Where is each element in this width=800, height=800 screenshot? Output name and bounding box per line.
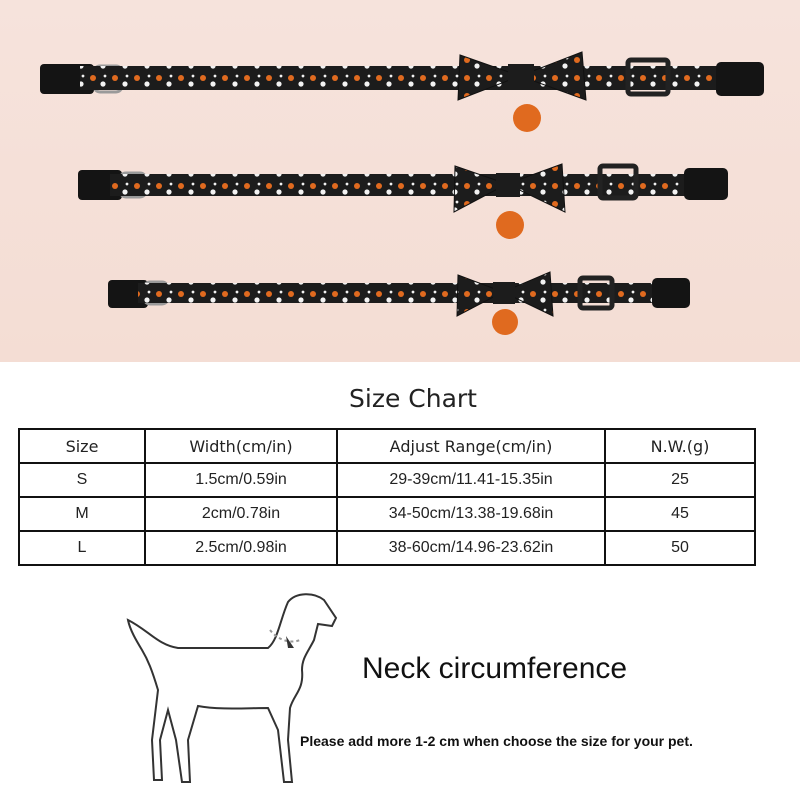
cell-adjust-range: 29-39cm/11.41-15.35in (337, 463, 605, 497)
cell-net-weight: 25 (605, 463, 755, 497)
dog-outline-icon (118, 590, 348, 790)
pumpkin-bell-icon (513, 104, 541, 132)
cell-size: M (19, 497, 145, 531)
cell-width: 2.5cm/0.98in (145, 531, 337, 565)
cell-size: S (19, 463, 145, 497)
header-adjust-range: Adjust Range(cm/in) (337, 429, 605, 463)
collar-small (108, 272, 690, 335)
header-size: Size (19, 429, 145, 463)
buckle-icon (684, 168, 728, 200)
size-chart-table (18, 428, 756, 566)
table-row (19, 497, 755, 531)
buckle-icon (716, 62, 764, 96)
table-row (19, 531, 755, 565)
size-chart-title: Size Chart (349, 384, 477, 413)
pumpkin-bell-icon (492, 309, 518, 335)
size-note: Please add more 1-2 cm when choose the size for your pet. (300, 733, 693, 749)
cell-net-weight: 50 (605, 531, 755, 565)
table-header-row (19, 429, 755, 463)
collar-medium (78, 164, 728, 239)
cell-adjust-range: 34-50cm/13.38-19.68in (337, 497, 605, 531)
cell-adjust-range: 38-60cm/14.96-23.62in (337, 531, 605, 565)
cell-width: 2cm/0.78in (145, 497, 337, 531)
collar-large (40, 52, 764, 132)
table-row (19, 463, 755, 497)
header-net-weight: N.W.(g) (605, 429, 755, 463)
cell-net-weight: 45 (605, 497, 755, 531)
collars-illustration (0, 0, 800, 362)
neck-circumference-title: Neck circumference (362, 652, 628, 685)
pumpkin-bell-icon (496, 211, 524, 239)
buckle-icon (652, 278, 690, 308)
header-width: Width(cm/in) (145, 429, 337, 463)
cell-width: 1.5cm/0.59in (145, 463, 337, 497)
product-photo (0, 0, 800, 362)
cell-size: L (19, 531, 145, 565)
